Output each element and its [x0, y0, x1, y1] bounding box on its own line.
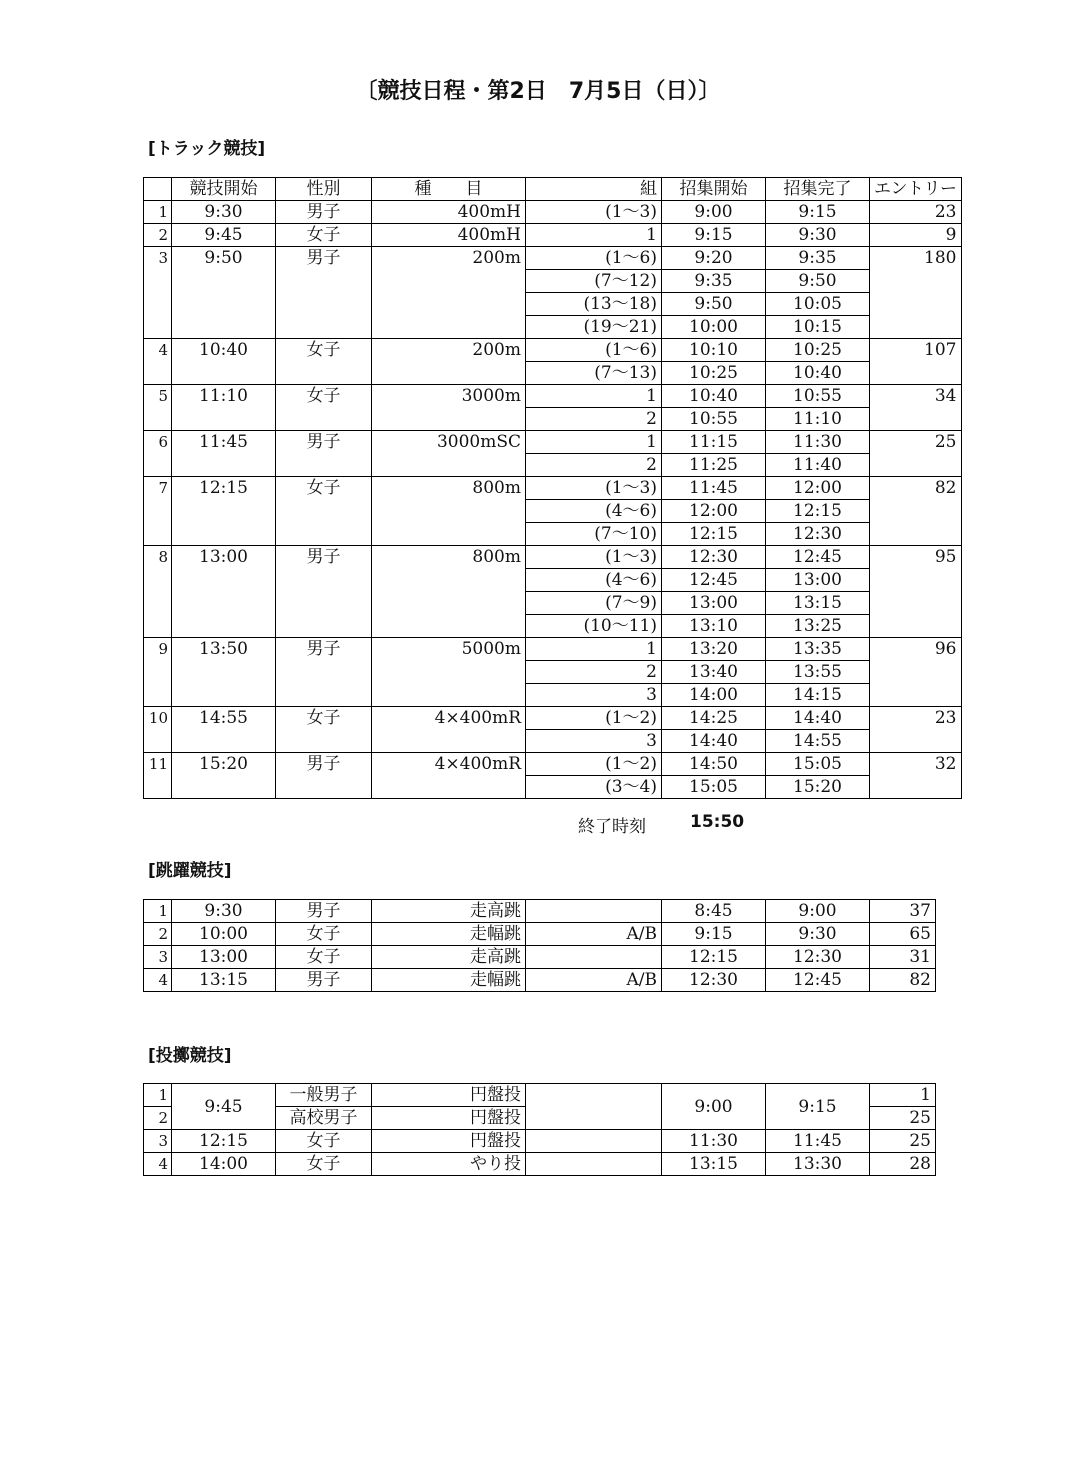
call-start: 12:15	[662, 523, 766, 546]
event-name: 4×400mR	[372, 707, 526, 753]
call-end: 14:55	[766, 730, 870, 753]
call-end: 9:15	[766, 1084, 870, 1130]
call-start: 9:15	[662, 224, 766, 247]
header-event: 種 目	[372, 178, 526, 201]
table-row	[144, 900, 936, 923]
call-end: 10:15	[766, 316, 870, 339]
event-name: 5000m	[372, 638, 526, 707]
page-title: 〔競技日程・第2日 7月5日（日）〕	[355, 79, 721, 104]
table-row	[144, 385, 962, 408]
call-end: 12:45	[766, 546, 870, 569]
call-start: 13:20	[662, 638, 766, 661]
event-number: 7	[144, 477, 172, 546]
sex: 男子	[276, 247, 372, 339]
call-end: 13:25	[766, 615, 870, 638]
call-start: 9:15	[662, 923, 766, 946]
call-end: 11:40	[766, 454, 870, 477]
start-time: 11:45	[172, 431, 276, 477]
event-number: 1	[144, 900, 172, 923]
group: A/B	[526, 923, 662, 946]
table-row	[144, 1130, 936, 1153]
entries: 107	[870, 339, 962, 385]
call-start: 9:00	[662, 201, 766, 224]
event-number: 2	[144, 923, 172, 946]
call-end: 12:15	[766, 500, 870, 523]
start-time: 14:00	[172, 1153, 276, 1176]
call-end: 15:20	[766, 776, 870, 799]
event-number: 2	[144, 224, 172, 247]
call-end: 10:40	[766, 362, 870, 385]
entries: 25	[870, 431, 962, 477]
call-end: 13:55	[766, 661, 870, 684]
entries: 25	[870, 1107, 936, 1130]
event-name: 200m	[372, 247, 526, 339]
group: (7～10)	[526, 523, 662, 546]
call-start: 13:10	[662, 615, 766, 638]
event-number: 4	[144, 339, 172, 385]
call-start: 9:35	[662, 270, 766, 293]
group: (1～3)	[526, 477, 662, 500]
entries: 180	[870, 247, 962, 339]
sex: 女子	[276, 224, 372, 247]
table-row	[144, 707, 962, 730]
call-end: 11:45	[766, 1130, 870, 1153]
entries: 1	[870, 1084, 936, 1107]
event-number: 11	[144, 753, 172, 799]
event-number: 3	[144, 247, 172, 339]
entries: 95	[870, 546, 962, 638]
call-start: 10:40	[662, 385, 766, 408]
call-end: 9:30	[766, 923, 870, 946]
start-time: 9:45	[172, 1084, 276, 1130]
event-number: 2	[144, 1107, 172, 1130]
end-time-label: 終了時刻	[578, 817, 646, 837]
start-time: 13:50	[172, 638, 276, 707]
track-schedule-table	[143, 177, 962, 799]
call-end: 12:45	[766, 969, 870, 992]
call-end: 13:15	[766, 592, 870, 615]
call-end: 9:30	[766, 224, 870, 247]
call-start: 12:00	[662, 500, 766, 523]
group: (19～21)	[526, 316, 662, 339]
start-time: 13:00	[172, 946, 276, 969]
entries: 23	[870, 707, 962, 753]
group: (3～4)	[526, 776, 662, 799]
event-name: 走幅跳	[372, 969, 526, 992]
start-time: 9:30	[172, 201, 276, 224]
start-time: 10:00	[172, 923, 276, 946]
call-start: 9:00	[662, 1084, 766, 1130]
event-name: 400mH	[372, 201, 526, 224]
start-time: 10:40	[172, 339, 276, 385]
event-number: 3	[144, 946, 172, 969]
entries: 32	[870, 753, 962, 799]
entries: 28	[870, 1153, 936, 1176]
call-start: 10:00	[662, 316, 766, 339]
group	[526, 1084, 662, 1130]
event-name: 3000m	[372, 385, 526, 431]
event-name: 800m	[372, 477, 526, 546]
header-group: 組	[526, 178, 662, 201]
call-start: 11:25	[662, 454, 766, 477]
group: 3	[526, 684, 662, 707]
event-number: 9	[144, 638, 172, 707]
sex: 女子	[276, 477, 372, 546]
call-start: 10:10	[662, 339, 766, 362]
event-number: 5	[144, 385, 172, 431]
event-name: 円盤投	[372, 1130, 526, 1153]
call-start: 13:15	[662, 1153, 766, 1176]
event-name: 4×400mR	[372, 753, 526, 799]
table-row	[144, 546, 962, 569]
group: (10～11)	[526, 615, 662, 638]
call-end: 12:00	[766, 477, 870, 500]
call-start: 11:45	[662, 477, 766, 500]
sex: 女子	[276, 707, 372, 753]
entries: 82	[870, 969, 936, 992]
call-start: 13:00	[662, 592, 766, 615]
start-time: 9:45	[172, 224, 276, 247]
header-sex: 性別	[276, 178, 372, 201]
group: (1～3)	[526, 201, 662, 224]
sex: 男子	[276, 201, 372, 224]
group: 3	[526, 730, 662, 753]
call-start: 11:30	[662, 1130, 766, 1153]
call-end: 9:15	[766, 201, 870, 224]
table-row	[144, 638, 962, 661]
event-number: 4	[144, 969, 172, 992]
group: 1	[526, 431, 662, 454]
group	[526, 946, 662, 969]
sex: 高校男子	[276, 1107, 372, 1130]
group	[526, 1153, 662, 1176]
table-header-row	[144, 178, 962, 201]
table-row	[144, 946, 936, 969]
call-end: 15:05	[766, 753, 870, 776]
entries: 31	[870, 946, 936, 969]
start-time: 12:15	[172, 477, 276, 546]
entries: 23	[870, 201, 962, 224]
event-name: 走幅跳	[372, 923, 526, 946]
event-name: 走高跳	[372, 946, 526, 969]
sex: 一般男子	[276, 1084, 372, 1107]
call-end: 14:40	[766, 707, 870, 730]
event-number: 1	[144, 201, 172, 224]
throw-section-heading: [投擲競技]	[148, 1046, 232, 1066]
entries: 25	[870, 1130, 936, 1153]
call-start: 15:05	[662, 776, 766, 799]
group: 2	[526, 408, 662, 431]
header-entries: エントリー	[870, 178, 962, 201]
call-end: 10:55	[766, 385, 870, 408]
group: 1	[526, 638, 662, 661]
table-row	[144, 923, 936, 946]
table-row	[144, 1084, 936, 1107]
group: A/B	[526, 969, 662, 992]
call-end: 12:30	[766, 523, 870, 546]
sex: 女子	[276, 946, 372, 969]
event-number: 4	[144, 1153, 172, 1176]
call-start: 12:30	[662, 546, 766, 569]
entries: 65	[870, 923, 936, 946]
call-end: 9:00	[766, 900, 870, 923]
group	[526, 1130, 662, 1153]
sex: 女子	[276, 1153, 372, 1176]
start-time: 12:15	[172, 1130, 276, 1153]
event-name: 円盤投	[372, 1084, 526, 1107]
call-end: 10:25	[766, 339, 870, 362]
table-row	[144, 224, 962, 247]
sex: 男子	[276, 753, 372, 799]
group: (7～9)	[526, 592, 662, 615]
group: (13～18)	[526, 293, 662, 316]
call-start: 12:30	[662, 969, 766, 992]
event-name: 円盤投	[372, 1107, 526, 1130]
start-time: 13:15	[172, 969, 276, 992]
event-number: 6	[144, 431, 172, 477]
call-start: 9:20	[662, 247, 766, 270]
group: (1～6)	[526, 339, 662, 362]
group: (4～6)	[526, 569, 662, 592]
table-row	[144, 201, 962, 224]
call-start: 12:15	[662, 946, 766, 969]
group: 1	[526, 224, 662, 247]
call-start: 10:25	[662, 362, 766, 385]
call-start: 13:40	[662, 661, 766, 684]
call-end: 13:00	[766, 569, 870, 592]
jump-section-heading: [跳躍競技]	[148, 861, 232, 881]
start-time: 11:10	[172, 385, 276, 431]
call-end: 11:30	[766, 431, 870, 454]
call-start: 8:45	[662, 900, 766, 923]
sex: 男子	[276, 900, 372, 923]
header-start: 競技開始	[172, 178, 276, 201]
sex: 男子	[276, 969, 372, 992]
sex: 女子	[276, 1130, 372, 1153]
call-end: 13:30	[766, 1153, 870, 1176]
entries: 9	[870, 224, 962, 247]
end-time-value: 15:50	[690, 812, 745, 832]
event-name: 3000mSC	[372, 431, 526, 477]
group: 1	[526, 385, 662, 408]
sex: 男子	[276, 638, 372, 707]
call-end: 13:35	[766, 638, 870, 661]
group: (7～12)	[526, 270, 662, 293]
table-row	[144, 969, 936, 992]
start-time: 15:20	[172, 753, 276, 799]
header-call-start: 招集開始	[662, 178, 766, 201]
sex: 女子	[276, 923, 372, 946]
call-start: 14:25	[662, 707, 766, 730]
call-start: 11:15	[662, 431, 766, 454]
call-end: 11:10	[766, 408, 870, 431]
table-row	[144, 1153, 936, 1176]
call-start: 12:45	[662, 569, 766, 592]
event-number: 1	[144, 1084, 172, 1107]
group: (1～6)	[526, 247, 662, 270]
group: 2	[526, 454, 662, 477]
call-end: 10:05	[766, 293, 870, 316]
entries: 34	[870, 385, 962, 431]
start-time: 13:00	[172, 546, 276, 638]
group: (4～6)	[526, 500, 662, 523]
track-section-heading: [トラック競技]	[148, 139, 266, 159]
call-start: 14:00	[662, 684, 766, 707]
call-end: 9:50	[766, 270, 870, 293]
jump-schedule-table	[143, 899, 936, 992]
call-start: 9:50	[662, 293, 766, 316]
call-end: 14:15	[766, 684, 870, 707]
group: 2	[526, 661, 662, 684]
table-row	[144, 753, 962, 776]
event-number: 8	[144, 546, 172, 638]
sex: 女子	[276, 385, 372, 431]
group: (1～2)	[526, 753, 662, 776]
call-start: 14:40	[662, 730, 766, 753]
entries: 82	[870, 477, 962, 546]
throw-schedule-table	[143, 1083, 936, 1176]
sex: 男子	[276, 431, 372, 477]
table-row	[144, 339, 962, 362]
call-end: 9:35	[766, 247, 870, 270]
sex: 男子	[276, 546, 372, 638]
table-row	[144, 431, 962, 454]
event-number: 10	[144, 707, 172, 753]
call-start: 10:55	[662, 408, 766, 431]
header-no	[144, 178, 172, 201]
group: (1～3)	[526, 546, 662, 569]
event-name: 200m	[372, 339, 526, 385]
event-name: 走高跳	[372, 900, 526, 923]
table-row	[144, 477, 962, 500]
group: (7～13)	[526, 362, 662, 385]
call-start: 14:50	[662, 753, 766, 776]
header-call-end: 招集完了	[766, 178, 870, 201]
entries: 37	[870, 900, 936, 923]
start-time: 14:55	[172, 707, 276, 753]
event-name: 800m	[372, 546, 526, 638]
table-row	[144, 247, 962, 270]
entries: 96	[870, 638, 962, 707]
group: (1～2)	[526, 707, 662, 730]
event-name: やり投	[372, 1153, 526, 1176]
call-end: 12:30	[766, 946, 870, 969]
event-number: 3	[144, 1130, 172, 1153]
start-time: 9:30	[172, 900, 276, 923]
start-time: 9:50	[172, 247, 276, 339]
event-name: 400mH	[372, 224, 526, 247]
sex: 女子	[276, 339, 372, 385]
group	[526, 900, 662, 923]
